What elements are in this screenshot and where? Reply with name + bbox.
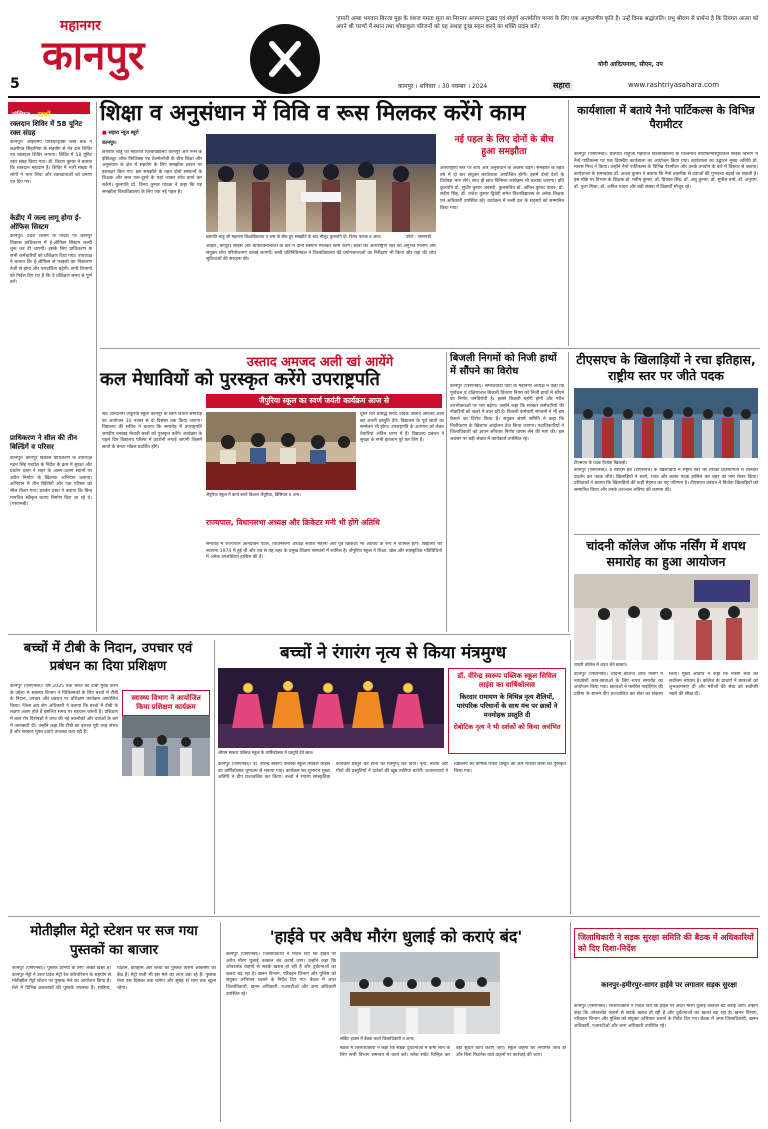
metro-body: कानपुर (एसएनबी)। पुस्तक प्रेमियों के लिए अच्छी खबर है। कानपुर मेट्रो ने उत्तर प्रदेश मेट्रो रेल कॉरपोरेशन के सहयोग से मोतीझील मेट्रो स्टेशन पर पुस्तक मेले का आयोजन किया है। मेले में विभिन्न प्रकाशकों की पुस्तकें उपलब्ध हैं। साहित्य, विज्ञान, इतिहास और बच्चों की पुस्तकें विशेष आकर्षण का केंद्र हैं। मेट्रो यात्री भी इस मेले का लाभ उठा रहे हैं। पुस्तक मेला दस दिसंबर तक चलेगा और सुबह से शाम तक खुला रहेगा।	[12, 966, 216, 991]
dance-caption: श्रीराम स्वरूप पब्लिक स्कूल के वार्षिकोत्सव में प्रस्तुति देते छात्र।	[218, 750, 314, 755]
brief-tag	[8, 102, 90, 119]
tb-sub	[122, 690, 210, 716]
tsh-headline: टीएसएच के खिलाड़ियों ने रचा इतिहास, राष्ट्रीय स्तर पर जीते पदक	[576, 352, 756, 383]
dance-box-tag: रोबोटिक नृत्य ने भी दर्शकों को किया अचंभित	[453, 723, 561, 731]
nursing-photo	[574, 574, 758, 660]
masthead	[8, 10, 760, 96]
dance-photo	[218, 668, 444, 748]
dance-box-title: डॉ. वीरेन्द्र स्वरूप पब्लिक स्कूल सिविल लाइंस का वार्षिकोत्सव	[457, 672, 557, 689]
mining-side-sub: कानपुर-हमीरपुर-सागर हाईवे पर लगातार सड़क सुरक्षा	[601, 981, 737, 989]
brief-item-2-head: केडीए में जल्द लागू होगा ई-ऑफिस सिस्टम	[10, 214, 82, 231]
quote-author: योगी आदित्यनाथ, सीएम, उप	[598, 61, 663, 68]
mining-divider	[570, 922, 571, 1122]
row3-rule	[8, 916, 760, 917]
brief-item-3-head: प्राधिकरण ने सील की तीन बिल्डिंगें व परिसर	[10, 434, 78, 451]
mining-body: कानपुर (एसएनबी)। जिलाधिकारी ने निर्देश दिए कि हाईवे पर अवैध मौरंग धुलाई तत्काल बंद कराई जाए। उन्होंने कहा कि ओवरलोड वाहनों से सड़कें खराब हो रही हैं और दुर्घटनाओं का खतरा बढ़ रहा है। खनन विभाग, परिवहन विभाग और पुलिस को संयुक्त अभियान चलाने के निर्देश दिए गए। बैठक में अपर जिलाधिकारी, खनन अधिकारी, एआरटीओ और अन्य अधिकारी उपस्थित रहे।	[226, 952, 336, 997]
row2-rule	[8, 634, 570, 635]
tsh-rule	[574, 534, 760, 535]
award-body-1: सेठ आनंदराम जैपुरिया स्कूल कानपुर के स्वर्ण जयंती समारोह का आयोजन 30 नवंबर से दो दिसंबर तक किया जाएगा। विद्यालय की सचिव ने बताया कि समारोह में उपराष्ट्रपति जगदीप धनखड़ मेधावी छात्रों को पुरस्कृत करेंगे। कार्यक्रम के पहले दिन विद्यालय परिसर में प्रदर्शनी लगाई जाएगी जिसमें छात्रों के बनाए मॉडल प्रदर्शित होंगे।	[102, 412, 202, 450]
nursing-headline: चांदनी कॉलेज ऑफ नर्सिंग में शपथ समारोह का हुआ आयोजन	[586, 538, 746, 569]
dateline: कानपुर । शनिवार । 30 नवम्बर । 2024	[398, 83, 488, 90]
tsh-caption: टीएसएच के पदक विजेता खिलाड़ी।	[574, 460, 628, 465]
lead-byline	[102, 130, 139, 136]
award-body-2: दूसरे दिन प्रसिद्ध सरोद वादक उस्ताद अमजद अली खां अपनी प्रस्तुति देंगे। विद्यालय के पूर्व छात्रों का सम्मेलन भी होगा। उपराष्ट्रपति के आगमन को लेकर तैयारियां अंतिम चरण में हैं। विद्यालय प्रबंधन ने सुरक्षा के सभी इंतजाम पूरे कर लिए हैं।	[360, 412, 444, 444]
lead-caption: छत्रपति शाहू जी महाराज विश्वविद्यालय व रूस के बीच हुए समझौते के बाद मौजूद कुलपति प्रो. विनय पाठक व अन्य।	[206, 234, 382, 239]
mining-headline: 'हाईवे पर अवैध मौरंग धुलाई को कराएं बंद'	[269, 927, 523, 946]
brief-item-1-head: रक्तदान शिविर में 58 यूनिट रक्त संग्रह	[10, 120, 83, 137]
brief-divider	[96, 102, 97, 632]
dance-box	[448, 668, 566, 754]
tb-body: कानपुर (एसएनबी)। वर्ष 2025 तक भारत को टीबी मुक्त करने के उद्देश्य से स्वास्थ्य विभाग ने चिकित्सकों के लिए बच्चों में टीबी के निदान, उपचार और प्रबंधन पर प्रशिक्षण कार्यक्रम आयोजित किया। जिला क्षय रोग अधिकारी ने बताया कि बच्चों में टीबी के लक्षण अलग होते हैं इसलिए समय पर पहचान जरूरी है। प्रशिक्षण में बाल रोग विशेषज्ञों ने जांच की नई तकनीकों और दवाओं के बारे में जानकारी दी। उन्होंने कहा कि टीबी का इलाज पूरी तरह संभव है और सरकार मुफ्त दवाएं उपलब्ध करा रही है।	[10, 684, 118, 736]
tsh-photo	[574, 388, 758, 458]
power-body: कानपुर (एसएनबी)। समाजवादी पार्टी के महानगर अध्यक्ष ने कहा कि पूर्वांचल व दक्षिणांचल बिजली वितरण निगम को निजी हाथों में सौंपने का निर्णय जनविरोधी है। इससे बिजली महंगी होगी और गरीब उपभोक्ताओं पर भार बढ़ेगा। उन्होंने कहा कि सरकार कर्मचारियों की नौकरियों को खतरे में डाल रही है। बिजली कर्मचारी संगठनों ने भी इस फैसले का विरोध किया है। संयुक्त संघर्ष समिति ने कहा कि निजीकरण के खिलाफ आंदोलन तेज किया जाएगा। पदाधिकारियों ने जिलाधिकारी को ज्ञापन सौंपकर निर्णय वापस लेने की मांग की। इस अवसर पर बड़ी संख्या में कार्यकर्ता उपस्थित रहे।	[450, 384, 564, 442]
tb-headline: बच्चों में टीबी के निदान, उपचार एवं प्रबंधन का दिया प्रशिक्षण	[23, 641, 193, 674]
mining-side-head: जिलाधिकारी ने सड़क सुरक्षा समिति की बैठक में अधिकारियों को दिए दिशा-निर्देश	[578, 933, 754, 953]
nursing-divider	[570, 640, 571, 914]
brief-item-2-body: कानपुर। प्रदेश शासन के निर्देश पर कानपुर विकास प्राधिकरण में ई-ऑफिस सिस्टम जल्दी शुरू कर दी जाएगी। इसके लिए प्राधिकरण के सभी कर्मचारियों को प्रशिक्षण दिया गया। उपाध्यक्ष ने बताया कि ई-ऑफिस से फाइलों का निस्तारण तेजी से होगा और पारदर्शिता बढ़ेगी। सभी विभागों को निर्देश दिए गए हैं कि वे प्रशिक्षण समय से पूर्ण करें।	[10, 234, 92, 286]
nano-headline: कार्यशाला में बताये नैनो पार्टिकल्स के विभिन्न पैरामीटर	[577, 104, 755, 131]
lead-photo-credit: फोटो : एसएनबी	[406, 234, 431, 239]
award-sub: राज्यपाल, विधानसभा अध्यक्ष और क्रिकेटर मनी भी होंगे अतिथि	[206, 518, 380, 527]
site-url: www.rashtriyasahara.com	[628, 81, 720, 89]
award-body-3: समारोह में राज्यपाल आनंदीबेन पटेल, विधानसभा अध्यक्ष सतीश महाना और पूर्व क्रिकेटर भी अतिथि के रूप में शामिल होंगे। विद्यालय की स्थापना 1974 में हुई थी और तब से यह शहर के प्रमुख शिक्षण संस्थानों में शामिल है। जैपुरिया स्कूल ने शिक्षा, खेल और सांस्कृतिक गतिविधियों में अनेक उपलब्धियां हासिल की हैं।	[206, 542, 442, 561]
quote-text: 'हमारी अम्बा भगवान बिरजा मुझ के वंशज ममता सुता सा निरन्तर अपमान दुःखद एवं संपूर्ण अन्तर्मतीय मानव के लिए एक अनुकरणीय कृति है। उन्हें विनम्र श्रद्धांजलि। प्रभु श्रीराम से प्रार्थना है कि दिवंगत आत्मा को अपने श्री चरणों में स्थान तथा शोकाकुल परिजनों को यह अथाह दुःख सहन करने का शक्ति प्रदान करें।'	[336, 16, 759, 30]
lead-photo	[206, 134, 436, 232]
mining-caption: सर्किट हाउस में बैठक करते जिलाधिकारी व अन्य।	[340, 1036, 415, 1041]
dance-body: कानपुर (एसएनबी)। डॉ. वीरेन्द्र स्वरूप पब्लिक स्कूल सिविल लाइंस का वार्षिकोत्सव धूमधाम से मनाया गया। कार्यक्रम का शुभारंभ मुख्य अतिथि ने दीप प्रज्ज्वलित कर किया। बच्चों ने रंगारंग सांस्कृतिक कार्यक्रम प्रस्तुत कर सभी को मंत्रमुग्ध कर दिया। नृत्य, नाटक और गीतों की प्रस्तुतियों ने दर्शकों की खूब तालियां बटोरीं। प्रधानाचार्या ने विद्यालय की वार्षिक रिपोर्ट प्रस्तुत की और मेधावी छात्रों को पुरस्कृत किया गया।	[218, 762, 566, 781]
page-number: 5	[10, 76, 20, 92]
brief-tag-1: संक्षिप्त	[12, 111, 30, 119]
lead-body-1: छत्रपति शाहू जी महाराज विश्वविद्यालय कानपुर और रूस के इंस्टिट्यूट ऑफ फिजिक्स एंड टेक्नोलॉजी के बीच शिक्षा और अनुसंधान के क्षेत्र में सहयोग के लिए समझौता ज्ञापन पर हस्ताक्षर किए गए। इस समझौते के तहत दोनों संस्थानों के शिक्षक और छात्र एक-दूसरे के यहां जाकर शोध कार्य कर सकेंगे। कुलपति प्रो. विनय कुमार पाठक ने कहा कि यह समझौता विश्वविद्यालय के लिए एक नई पहल है।	[102, 150, 202, 195]
award-caption: जैपुरिया स्कूल में वार्ता करते विशाल जैपुरिया, प्रिंसिपल व अन्य।	[206, 492, 301, 497]
bullet-icon: ■	[102, 130, 109, 136]
award-strap: जैपुरिया स्कूल का स्वर्ण जयंती कार्यक्रम आज से	[206, 394, 442, 408]
mining-body-2: बैठक में जिलाधिकारी ने कहा कि सड़क दुर्घटनाओं में कमी लाने के लिए सभी विभाग समन्वय से कार्य करें। ब्लैक स्पॉट चिन्हित कर वहां सुधार कार्य कराए जाएं। स्कूल वाहनों की नियमित जांच हो और बिना फिटनेस वाले वाहनों पर कार्रवाई की जाए।	[340, 1046, 566, 1058]
nursing-body: कानपुर (एसएनबी)। चांदनी कॉलेज ऑफ नर्सिंग में नवप्रवेशी छात्र-छात्राओं के लिए शपथ समारोह का आयोजन किया गया। छात्राओं ने फ्लोरेंस नाइटिंगेल की प्रतिमा के सामने दीप प्रज्ज्वलित कर सेवा का संकल्प लिया। मुख्य अतिथि ने कहा कि नर्सिंग सेवा का सर्वोत्तम माध्यम है। कॉलेज के प्राचार्य ने छात्राओं को शुभकामनाएं दीं और मरीजों की सेवा को सर्वोपरि रखने की सीख दी।	[574, 672, 758, 697]
lead-kicker: नई पहल के लिए दोनों के बीच हुआ समझौता	[454, 135, 554, 157]
nursing-caption: चांदनी कॉलेज में शपथ लेते छात्राएं।	[574, 662, 628, 667]
row1-rule	[100, 348, 760, 349]
mining-side-body: कानपुर (एसएनबी)। जिलाधिकारी ने निर्देश दिए कि हाईवे पर अवैध मौरंग धुलाई तत्काल बंद कराई जाए। उन्होंने कहा कि ओवरलोड वाहनों से सड़कें खराब हो रही हैं और दुर्घटनाओं का खतरा बढ़ रहा है। खनन विभाग, परिवहन विभाग और पुलिस को संयुक्त अभियान चलाने के निर्देश दिए गए। बैठक में अपर जिलाधिकारी, खनन अधिकारी, एआरटीओ और अन्य अधिकारी उपस्थित रहे।	[574, 1004, 758, 1029]
dance-headline: बच्चों ने रंगारंग नृत्य से किया मंत्रमुग्ध	[279, 643, 507, 663]
dance-box-body: किरदार रामायण के विभिन्न नृत्य शैलियों, पारंपरिक परिधानों के साथ मंच पर छात्रों ने मनमोहक प्रस्तुति दी	[456, 693, 558, 719]
metro-headline: मोतीझील मेट्रो स्टेशन पर सज गया पुस्तकों का बाजार	[30, 923, 198, 958]
lead-headline: शिक्षा व अनुसंधान में विवि व रूस मिलकर करेंगे काम	[100, 101, 526, 126]
lead-divider-right	[568, 100, 569, 346]
mining-photo	[340, 952, 500, 1034]
lead-body-3: अंतरराष्ट्रीय स्तर पर शोध और अनुसंधान के अवसर बढ़ेंगे। समझौते के तहत वर्ष में दो बार संयुक्त कार्यशाला आयोजित होगी। इसमें दोनों देशों के विशेषज्ञ भाग लेंगे। साथ ही छात्र विनिमय कार्यक्रम भी चलाया जाएगा। प्रति कुलपति प्रो. सुधीर कुमार अवस्थी, कुलसचिव डॉ. अनिल कुमार यादव, प्रो. संदीप सिंह, डॉ. राजेश कुमार द्विवेदी समेत विश्वविद्यालय के अनेक शिक्षक एवं अधिकारी उपस्थित रहे। कार्यक्रम में रूसी दल के सदस्यों को सम्मानित किया गया।	[440, 166, 564, 211]
tb-photo	[122, 716, 210, 776]
paper-logo: सहारा	[550, 80, 573, 91]
award-divider	[446, 352, 447, 632]
lead-byline-text: सहारा न्यूज ब्यूरो	[108, 130, 139, 136]
section-title: कानपुर	[42, 33, 145, 79]
lead-place: कानपुर।	[102, 140, 117, 146]
brief-item-3-body: कानपुर। कानपुर विकास प्राधिकरण के उपाध्यक्ष मदन सिंह गर्ब्याल के निर्देश के क्रम में सुरक्षा और प्रवर्तन दस्ता ने शहर के अलग-अलग स्थानों पर अवैध निर्माण के खिलाफ अभियान चलाया। अभियान में तीन बिल्डिंगें और एक परिसर को सील किया गया। प्रवर्तन दस्ता ने बताया कि बिना मानचित्र स्वीकृत कराए निर्माण किए जा रहे थे। (एसएनबी)	[10, 456, 92, 508]
tb-divider	[214, 640, 215, 914]
award-headline: कल मेधावियों को पुरस्कृत करेंगे उपराष्ट्रपति	[100, 369, 380, 390]
masthead-rule	[8, 96, 760, 98]
brief-tag-2: खबरें	[37, 111, 51, 119]
power-divider	[568, 352, 569, 632]
x-logo-icon	[250, 24, 320, 94]
mining-side-box	[574, 928, 758, 958]
brief-item-1-body: कानपुर। आईएमए पीडियाट्रिक्स ब्लड बैंक ने लक्ष्मीपत सिंहानिया के सहयोग से नेत्र दान शिविर एवं रक्तदान शिविर लगाया। शिविर में 58 यूनिट रक्त संग्रह किया गया। डॉ. किरण कुमार ने बताया कि रक्तदान महादान है। शिविर में भारी संख्या में लोगों ने भाग लिया और रक्तदाताओं को प्रमाण पत्र दिए गए।	[10, 140, 92, 185]
metro-divider	[220, 922, 221, 1122]
section-small-title: महानगर	[60, 18, 101, 34]
lead-body-2-col: आईटी, कंप्यूटर साइंस और बायोटेक्नोलॉजी के क्षेत्र में दोनों संस्थान मिलकर काम करेंगे। छात्रों को अंतरराष्ट्रीय स्तर का अनुभव मिलेगा और संयुक्त शोध परियोजनाएं चलाई जाएंगी। रूसी प्रतिनिधिमंडल ने विश्वविद्यालय की प्रयोगशालाओं का निरीक्षण भी किया और यहां की शोध सुविधाओं की सराहना की।	[206, 244, 436, 263]
tb-sub-text: स्वास्थ्य विभाग ने आयोजित किया प्रशिक्षण कार्यक्रम	[131, 694, 201, 711]
tsh-body: कानपुर (एसएनबी)। द स्पोर्ट्स हब (टीएसएच) के खिलाड़ियों ने राष्ट्रीय स्तर की तैराकी प्रतियोगिता में शानदार प्रदर्शन कर पदक जीते। खिलाड़ियों ने स्वर्ण, रजत और कांस्य पदक हासिल कर शहर का नाम रोशन किया। प्रशिक्षकों ने बताया कि खिलाड़ियों की कड़ी मेहनत का यह परिणाम है। टीएसएच प्रबंधन ने विजेता खिलाड़ियों को सम्मानित किया और उनके उज्ज्वल भविष्य की कामना की।	[574, 468, 758, 493]
nano-body: कानपुर (एसएनबी)। छत्रपति शाहूजी महाराज विश्वविद्यालय के विश्वनाथ बायोफार्मास्यूटिकल साइंस विभाग में नैनो पार्टिकल्स पर एक दिवसीय कार्यशाला का आयोजन किया गया। कार्यशाला का उद्घाटन मुख्य अतिथि प्रो. मानस मित्रा ने किया। उन्होंने नैनो पार्टिकल्स के विभिन्न पैरामीटर और उनके उपयोग के बारे में विस्तार से बताया। कार्यशाला के समन्वयक डॉ. अजय कुमार ने बताया कि नैनो तकनीक से दवाओं की गुणवत्ता बढ़ाई जा सकती है। इस मौके पर विभाग के शिक्षक डॉ. मनीष कुमार, डॉ. प्रियंका सिंह, डॉ. अंशू कुमार, डॉ. सुनील वर्मा, डॉ. अनुराग, डॉ. पूजा मिश्रा, डॉ. अनिल यादव और बड़ी संख्या में विद्यार्थी मौजूद रहे।	[574, 152, 758, 190]
award-kicker: उस्ताद अमजद अली खां आयेंगे	[246, 355, 394, 370]
power-headline: बिजली निगमों को निजी हाथों में सौंपने का विरोध	[450, 353, 557, 377]
award-photo	[206, 412, 356, 490]
